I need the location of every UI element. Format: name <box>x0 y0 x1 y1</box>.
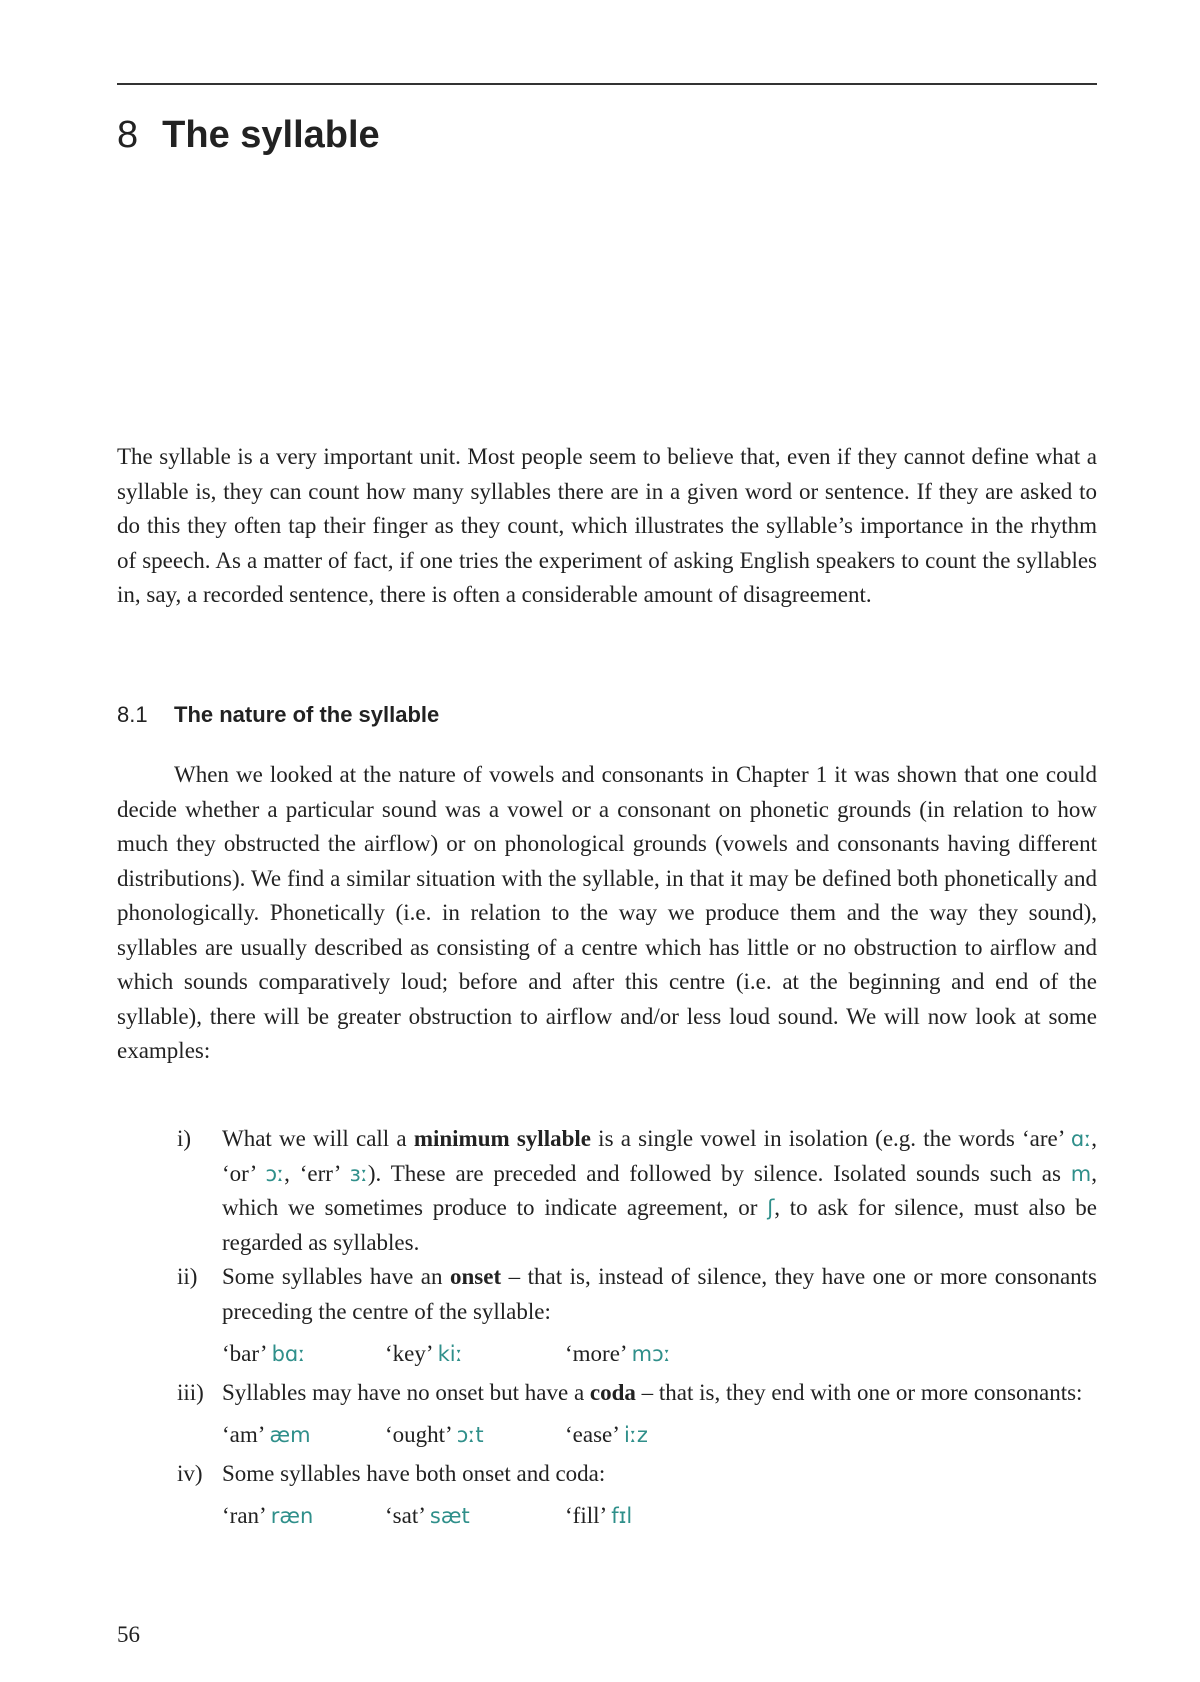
example-word: ‘fill’ <box>565 1503 606 1528</box>
chapter-title: The syllable <box>162 114 380 156</box>
example-word: ‘ought’ <box>385 1422 452 1447</box>
phonetic-transcription: iːz <box>623 1423 648 1447</box>
phonetic-transcription: ɔːt <box>456 1423 484 1447</box>
list-numeral: i) <box>177 1126 192 1151</box>
chapter-number: 8 <box>117 114 139 156</box>
term-minimum-syllable: minimum syllable <box>413 1126 591 1151</box>
section-heading <box>117 700 439 730</box>
phonetic-transcription: ɜː <box>349 1161 368 1186</box>
example-row <box>222 1418 1097 1453</box>
list-item-iii <box>117 1376 1097 1457</box>
list-item-i <box>117 1122 1097 1260</box>
example-row <box>222 1337 1097 1372</box>
examples-list <box>117 1122 1097 1538</box>
list-numeral: iv) <box>177 1460 203 1486</box>
phonetic-transcription: ræn <box>270 1504 314 1528</box>
phonetic-transcription: ɑː <box>1070 1127 1092 1151</box>
phonetic-transcription: sæt <box>429 1504 470 1528</box>
example-word: ‘am’ <box>222 1422 264 1447</box>
example-word: ‘sat’ <box>385 1503 425 1528</box>
phonetic-transcription: mɔː <box>631 1342 671 1366</box>
example-row <box>222 1499 1097 1534</box>
phonetic-transcription: kiː <box>437 1342 463 1366</box>
nature-paragraph: When we looked at the nature of vowels and consonants in Chapter 1 it was shown that one could decide whether a particular sound was a vowel or a consonant on phonetic grounds (in relation to how much they obstructed the airflow) or on phonological grounds (vowels and consonants having different distributions). We find a similar situation with the syllable, in that it may be defined both phonetically and phonologically. Phonetically (i.e. in relation to the way we produce them and the way they sound), syllables are usually described as consisting of a centre which has little or no obstruction to airflow and which sounds comparatively loud; before and after this centre (i.e. at the beginning and end of the syllable), there will be greater obstruction to airflow and/or less loud sound. We will now look at some examples: <box>117 762 1097 1063</box>
list-item-ii <box>117 1260 1097 1376</box>
example-word: ‘bar’ <box>222 1341 266 1366</box>
phonetic-transcription: m <box>1070 1161 1092 1186</box>
list-item-text: What we will call a minimum syllable is a single vowel in isolation (e.g. the words ‘are’ ɑː, ‘or’ ɔː, ‘err’ ɜː). These are preceded and followed by silence. Isolated sounds such as m, which we sometimes produce to indicate agreement, or ʃ, to ask for silence, must also be regarded as syllables. <box>222 1126 1098 1255</box>
chapter-top-rule <box>117 83 1097 85</box>
example-word: ‘ease’ <box>565 1422 619 1447</box>
phonetic-transcription: æm <box>269 1423 311 1447</box>
section-number: 8.1 <box>117 702 148 727</box>
chapter-heading <box>117 112 380 158</box>
example-word: ‘key’ <box>385 1341 432 1366</box>
list-item-text: Some syllables have an onset – that is, instead of silence, they have one or more consonants preceding the centre of the syllable: <box>222 1264 1097 1324</box>
section-title: The nature of the syllable <box>174 702 440 727</box>
phonetic-transcription: bɑː <box>271 1342 306 1366</box>
example-word: ‘ran’ <box>222 1503 265 1528</box>
term-onset: onset <box>450 1264 502 1289</box>
phonetic-transcription: ɔː <box>265 1161 285 1186</box>
list-item-text: Syllables may have no onset but have a coda – that is, they end with one or more consonants: <box>222 1379 1083 1405</box>
term-coda: coda <box>589 1379 636 1405</box>
page-number: 56 <box>117 1622 140 1647</box>
list-numeral: iii) <box>177 1379 204 1405</box>
phonetic-transcription: ʃ <box>767 1196 775 1220</box>
list-numeral: ii) <box>177 1264 198 1289</box>
intro-paragraph: The syllable is a very important unit. Most people seem to believe that, even if they cannot define what a syllable is, they can count how many syllables there are in a given word or sentence. If they are asked to do this they often tap their finger as they count, which illustrates the syllable’s importance in the rhythm of speech. As a matter of fact, if one tries the experiment of asking English speakers to count the syllables in, say, a recorded sentence, there is often a considerable amount of disagreement. <box>117 444 1097 607</box>
example-word: ‘more’ <box>565 1341 626 1366</box>
list-item-text: Some syllables have both onset and coda: <box>222 1460 606 1486</box>
phonetic-transcription: fɪl <box>611 1504 633 1528</box>
list-item-iv <box>117 1457 1097 1538</box>
